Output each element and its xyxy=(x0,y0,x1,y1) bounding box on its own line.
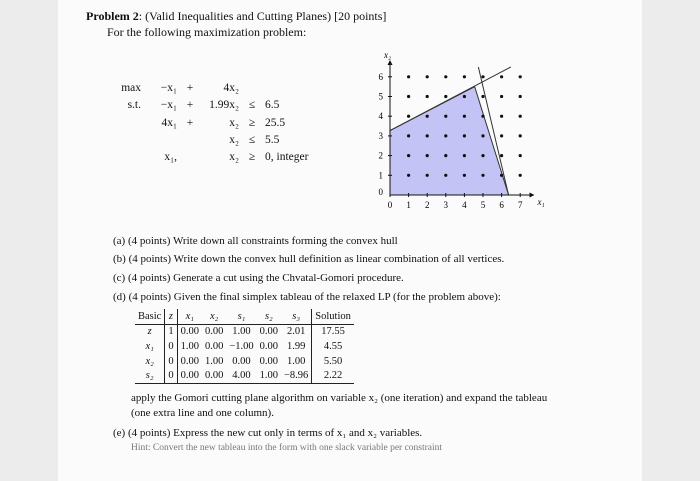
lp-row-constraint-1: s.t. −x₁ + 1.99x₂ ≤ 6.5 xyxy=(127,99,280,112)
lattice-point xyxy=(500,134,503,137)
y-tick-label: 4 xyxy=(378,111,383,122)
lp-row-domain: x₁, x₂ ≥ 0, integer xyxy=(164,151,309,164)
x-tick-label: 7 xyxy=(517,200,523,210)
lattice-point xyxy=(407,75,410,78)
lattice-point xyxy=(407,174,410,177)
y-tick-label: 0 xyxy=(378,187,383,197)
lattice-point xyxy=(407,154,410,157)
part-e: (e) (4 points) Express the new cut only in terms of x₁ and x₂ variables. xyxy=(113,427,423,439)
x-tick-label: 4 xyxy=(462,200,467,210)
simplex-tableau xyxy=(135,309,354,384)
lattice-point xyxy=(463,95,466,98)
lattice-point xyxy=(500,95,503,98)
y-tick-label: 3 xyxy=(378,130,383,141)
table-row: x₁ 0 1.00 0.00 −1.00 0.00 1.99 4.55 xyxy=(135,339,354,354)
table-row: s₂ 0 0.00 0.00 4.00 1.00 −8.96 2.22 xyxy=(135,368,354,383)
lattice-point xyxy=(481,134,484,137)
lattice-point xyxy=(481,95,484,98)
lattice-point xyxy=(463,75,466,78)
lattice-point xyxy=(519,115,522,118)
y-tick-label: 1 xyxy=(378,170,383,181)
part-a: (a) (4 points) Write down all constraints forming the convex hull xyxy=(113,235,398,247)
lattice-point xyxy=(426,75,429,78)
lattice-point xyxy=(426,154,429,157)
x-axis-label: x₁ xyxy=(537,197,545,207)
part-d-instruction-2: (one extra line and one column). xyxy=(131,407,274,419)
lp-row-objective: max −x₁ + 4x₂ xyxy=(121,82,239,94)
lattice-point xyxy=(463,154,466,157)
lattice-point xyxy=(519,134,522,137)
lattice-point xyxy=(519,174,522,177)
lattice-point xyxy=(444,174,447,177)
x-tick-label: 0 xyxy=(387,200,393,210)
lattice-point xyxy=(444,75,447,78)
lattice-point xyxy=(481,174,484,177)
x-ticks xyxy=(388,193,523,210)
problem-intro: For the following maximization problem: xyxy=(107,25,307,39)
x-tick-label: 3 xyxy=(443,200,449,210)
x-axis-arrow-icon xyxy=(530,193,535,198)
feasible-region-plot xyxy=(350,48,565,220)
lattice-point xyxy=(444,134,447,137)
lattice-point xyxy=(407,134,410,137)
y-tick-label: 2 xyxy=(378,150,383,161)
part-b: (b) (4 points) Write down the convex hull definition as linear combination of all vertices. xyxy=(113,253,505,265)
lattice-point xyxy=(519,154,522,157)
lp-formulation xyxy=(112,79,313,167)
x-tick-label: 1 xyxy=(406,200,411,210)
lattice-point xyxy=(444,154,447,157)
x-tick-label: 5 xyxy=(480,200,486,210)
lattice-point xyxy=(500,154,503,157)
lattice-point xyxy=(481,75,484,78)
lattice-point xyxy=(481,115,484,118)
lattice-point xyxy=(463,134,466,137)
lp-row-constraint-3: x₂ ≤ 5.5 xyxy=(229,133,280,146)
part-d: (d) (4 points) Given the final simplex tableau of the relaxed LP (for the problem above): xyxy=(113,291,501,303)
lattice-point xyxy=(481,154,484,157)
lattice-point xyxy=(444,95,447,98)
lattice-point xyxy=(444,115,447,118)
lattice-point xyxy=(519,95,522,98)
x-tick-label: 6 xyxy=(499,200,504,210)
y-tick-label: 5 xyxy=(378,91,383,102)
lp-row-constraint-2: 4x₁ + x₂ ≥ 25.5 xyxy=(161,116,286,129)
feasible-region xyxy=(390,87,509,195)
problem-title: Problem 2: (Valid Inequalities and Cutting Planes) [20 points] xyxy=(86,9,387,23)
lattice-point xyxy=(407,95,410,98)
part-d-instruction: apply the Gomori cutting plane algorithm on variable x₂ (one iteration) and expand the tableau xyxy=(131,392,548,404)
y-tick-label: 6 xyxy=(378,71,383,82)
lattice-point xyxy=(500,75,503,78)
lattice-point xyxy=(500,115,503,118)
lattice-point xyxy=(426,95,429,98)
part-c: (c) (4 points) Generate a cut using the Chvatal-Gomori procedure. xyxy=(113,272,404,284)
lattice-point xyxy=(426,115,429,118)
lattice-point xyxy=(463,115,466,118)
x-tick-label: 2 xyxy=(424,200,430,210)
lattice-point xyxy=(426,134,429,137)
lattice-point xyxy=(500,174,503,177)
lattice-point xyxy=(519,75,522,78)
lattice-point xyxy=(407,115,410,118)
y-axis-arrow-icon xyxy=(388,60,393,65)
tableau-header: Basic z x₁ x₂ s₁ s₂ s₃ Solution xyxy=(135,309,354,324)
lattice-point xyxy=(426,174,429,177)
hint-text: Hint: Convert the new tableau into the form with one slack variable per constraint xyxy=(131,443,443,453)
y-axis-label: x₂ xyxy=(384,49,392,60)
lattice-point xyxy=(463,174,466,177)
table-row: z 1 0.00 0.00 1.00 0.00 2.01 17.55 xyxy=(135,324,354,339)
table-row: x₂ 0 0.00 1.00 0.00 0.00 1.00 5.50 xyxy=(135,354,354,369)
